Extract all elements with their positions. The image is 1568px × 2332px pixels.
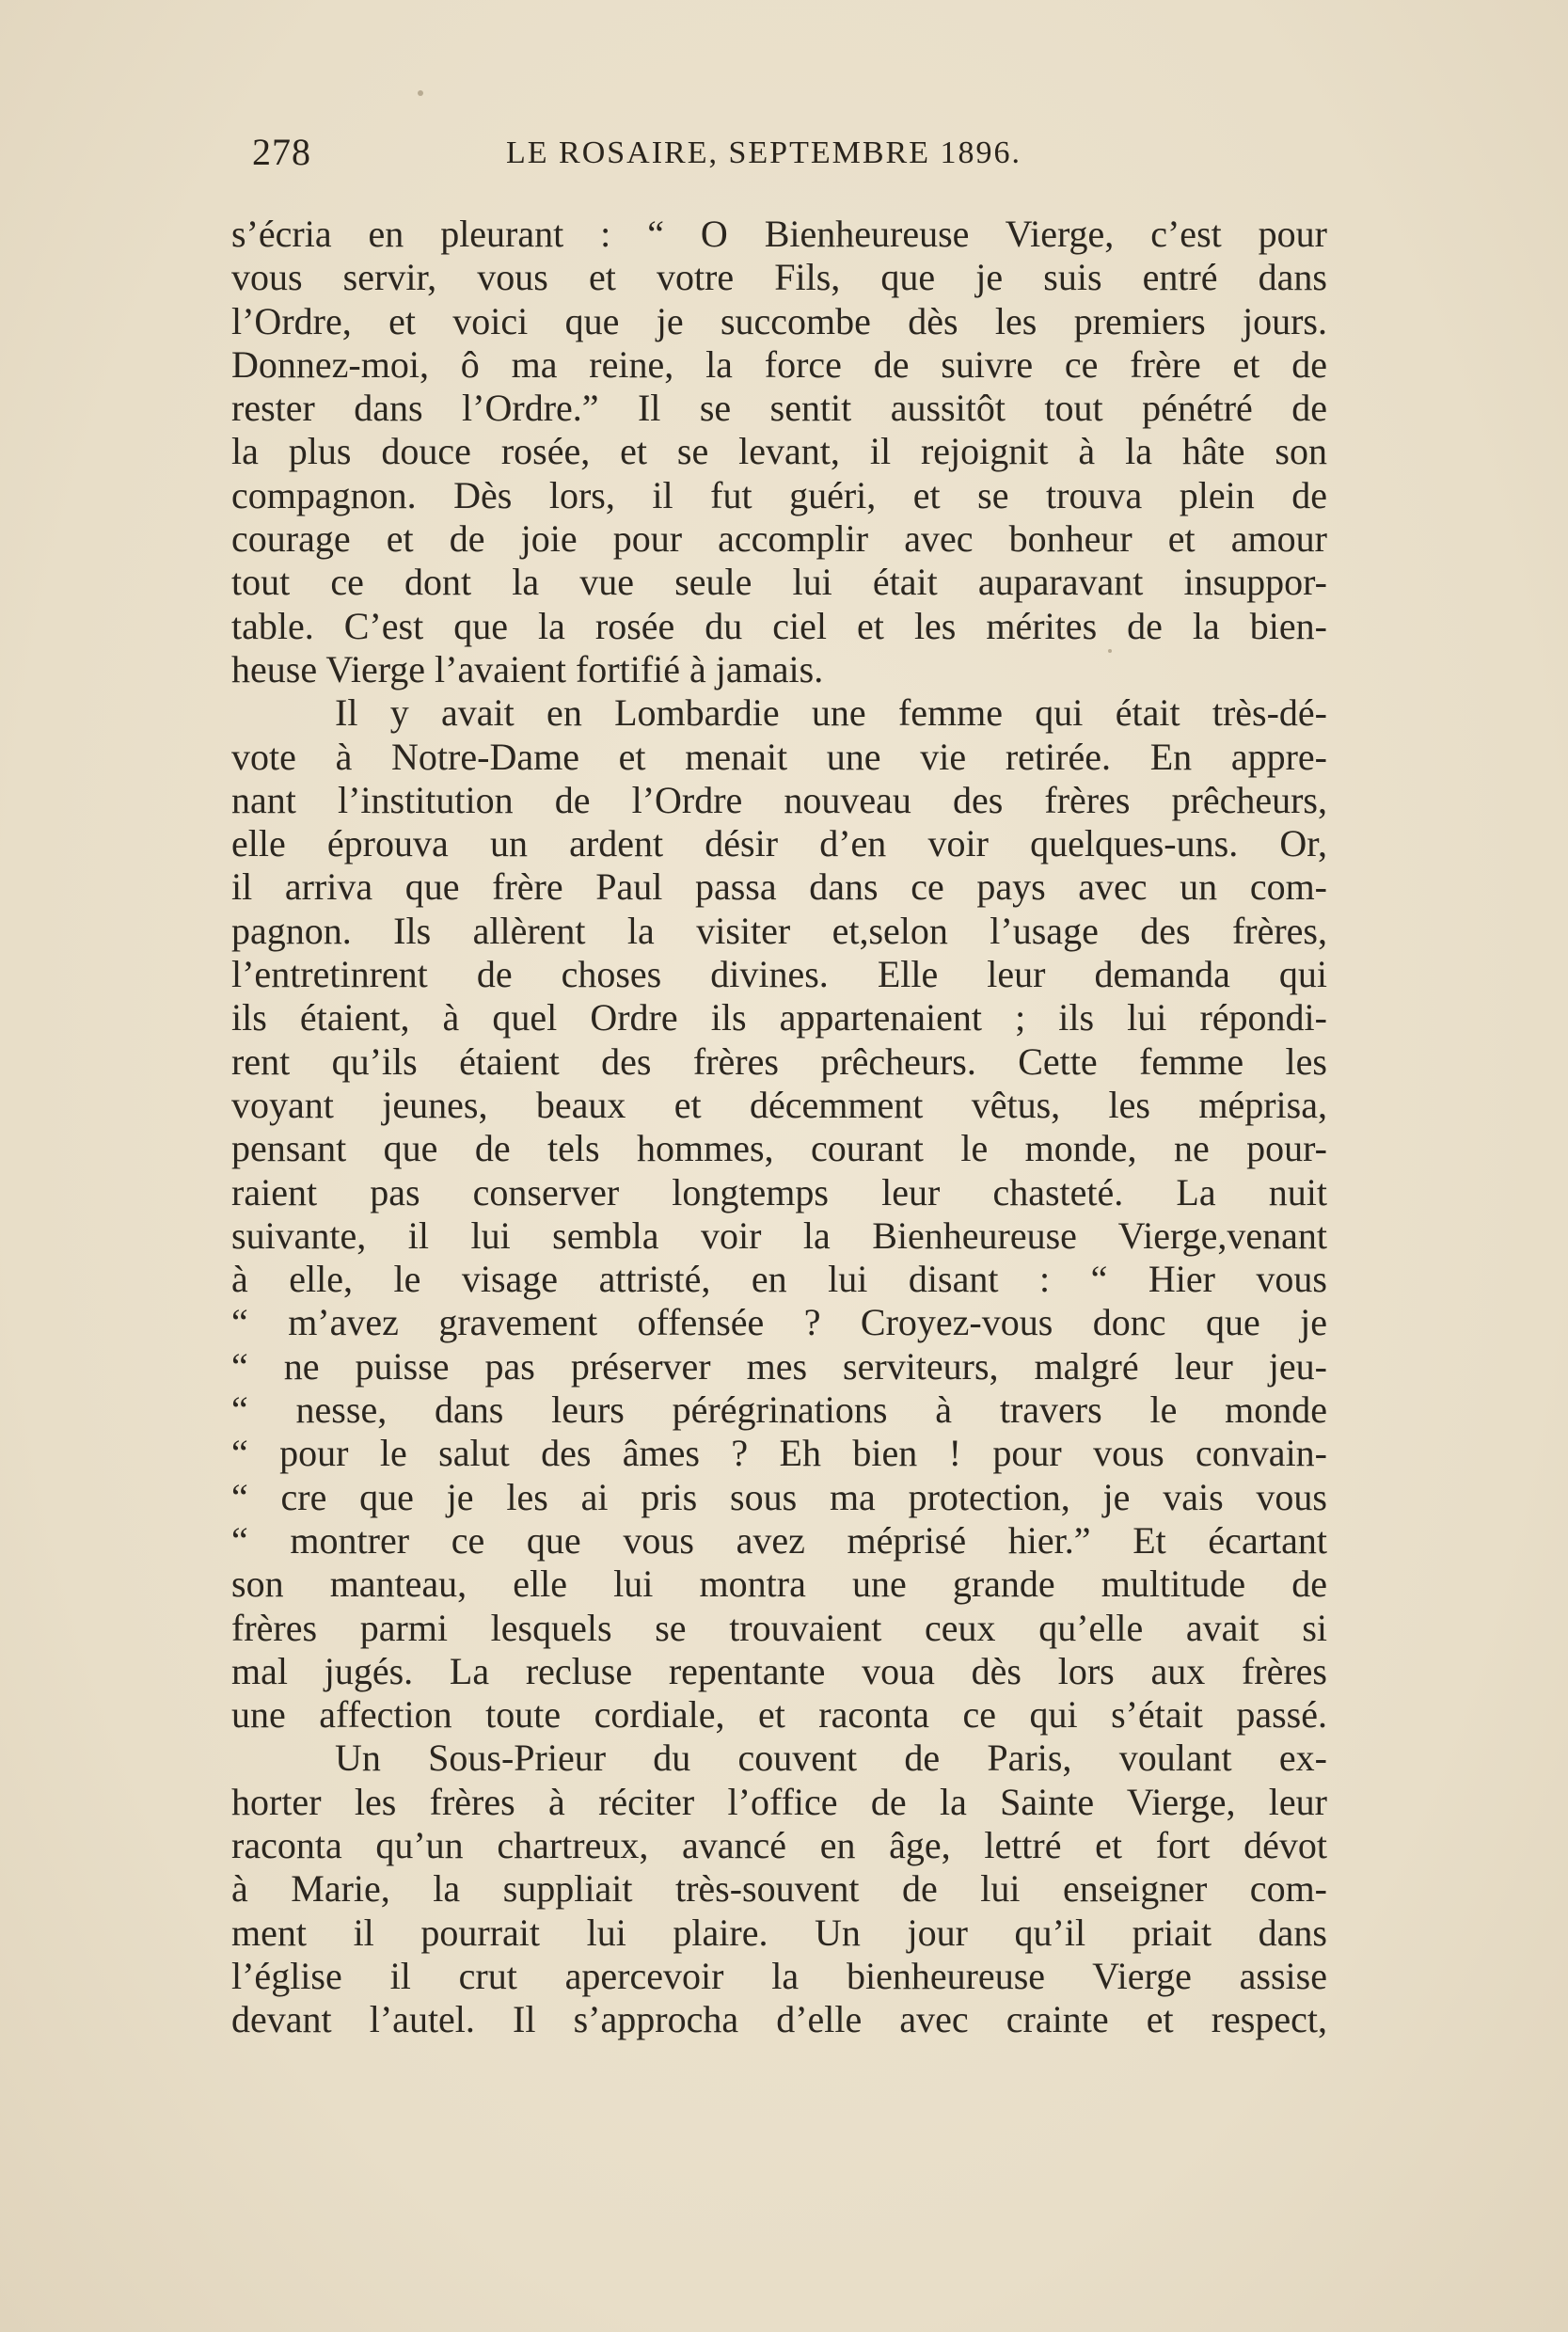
text-line: rent qu’ils étaient des frères prêcheurs. Cette femme les: [231, 1039, 1327, 1083]
text-line: courage et de joie pour accomplir avec bonheur et amour: [231, 517, 1327, 561]
text-line: mal jugés. La recluse repentante voua dès lors aux frères: [231, 1649, 1327, 1692]
text-line: elle éprouva un ardent désir d’en voir quelques-uns. Or,: [231, 822, 1327, 865]
text-line: à Marie, la suppliait très-souvent de lui enseigner com-: [231, 1867, 1327, 1911]
text-line: s’écria en pleurant : “ O Bienheureuse Vierge, c’est pour: [231, 213, 1327, 255]
text-line: l’Ordre, et voici que je succombe dès les premiers jours.: [231, 299, 1327, 342]
paragraph-first-line: Il y avait en Lombardie une femme qui était très-dé-: [335, 691, 1327, 735]
text-line: à elle, le visage attristé, en lui disant : “ Hier vous: [231, 1258, 1327, 1301]
text-line: rester dans l’Ordre.” Il se sentit aussitôt tout pénétré de: [231, 387, 1327, 430]
text-line: “ m’avez gravement offensée ? Croyez-vous donc que je: [231, 1301, 1327, 1344]
text-line: nant l’institution de l’Ordre nouveau des frères prêcheurs,: [231, 778, 1327, 821]
paragraph-first-line: Un Sous-Prieur du couvent de Paris, voulant ex-: [335, 1737, 1327, 1780]
text-line: heuse Vierge l’avaient fortifié à jamais.: [231, 647, 824, 690]
page-header: [252, 130, 1315, 186]
text-line: vote à Notre-Dame et menait une vie retirée. En appre-: [231, 735, 1327, 778]
text-line: devant l’autel. Il s’approcha d’elle avec crainte et respect,: [231, 1998, 1327, 2041]
text-line: pagnon. Ils allèrent la visiter et,selon l’usage des frères,: [231, 909, 1327, 952]
text-line: tout ce dont la vue seule lui était auparavant insuppor-: [231, 561, 1327, 604]
text-line: vous servir, vous et votre Fils, que je suis entré dans: [231, 256, 1327, 299]
text-line: raconta qu’un chartreux, avancé en âge, lettré et fort dévot: [231, 1823, 1327, 1866]
text-line: une affection toute cordiale, et raconta ce qui s’était passé.: [231, 1693, 1327, 1737]
text-line: table. C’est que la rosée du ciel et les mérites de la bien-: [231, 604, 1327, 647]
text-line: l’entretinrent de choses divines. Elle leur demanda qui: [231, 953, 1327, 996]
text-line: “ pour le salut des âmes ? Eh bien ! pour vous convain-: [231, 1432, 1327, 1475]
text-line: ils étaient, à quel Ordre ils appartenaient ; ils lui répondi-: [231, 996, 1327, 1039]
text-line: la plus douce rosée, et se levant, il rejoignit à la hâte son: [231, 430, 1327, 473]
paper-speck: [418, 90, 423, 96]
text-line: il arriva que frère Paul passa dans ce pays avec un com-: [231, 865, 1327, 909]
text-line: “ cre que je les ai pris sous ma protection, je vais vous: [231, 1475, 1327, 1518]
running-head: LE ROSAIRE, SEPTEMBRE 1896.: [506, 135, 1022, 170]
text-line: pensant que de tels hommes, courant le monde, ne pour-: [231, 1127, 1327, 1170]
text-line: raient pas conserver longtemps leur chasteté. La nuit: [231, 1170, 1327, 1214]
text-line: “ ne puisse pas préserver mes serviteurs, malgré leur jeu-: [231, 1344, 1327, 1388]
text-line: frères parmi lesquels se trouvaient ceux qu’elle avait si: [231, 1606, 1327, 1649]
text-line: son manteau, elle lui montra une grande multitude de: [231, 1563, 1327, 1606]
page-number: 278: [252, 131, 311, 173]
paper-speck: [1108, 649, 1112, 653]
text-line: “ montrer ce que vous avez méprisé hier.” Et écartant: [231, 1518, 1327, 1562]
text-line: suivante, il lui sembla voir la Bienheureuse Vierge,venant: [231, 1214, 1327, 1257]
text-line: compagnon. Dès lors, il fut guéri, et se trouva plein de: [231, 473, 1327, 516]
text-line: horter les frères à réciter l’office de la Sainte Vierge, leur: [231, 1780, 1327, 1823]
text-line: ment il pourrait lui plaire. Un jour qu’il priait dans: [231, 1911, 1327, 1954]
text-line: “ nesse, dans leurs pérégrinations à travers le monde: [231, 1388, 1327, 1432]
text-line: Donnez-moi, ô ma reine, la force de suivre ce frère et de: [231, 342, 1327, 386]
body-text: [231, 213, 1327, 2041]
text-line: l’église il crut apercevoir la bienheureuse Vierge assise: [231, 1954, 1327, 1997]
text-line: voyant jeunes, beaux et décemment vêtus, les méprisa,: [231, 1083, 1327, 1126]
